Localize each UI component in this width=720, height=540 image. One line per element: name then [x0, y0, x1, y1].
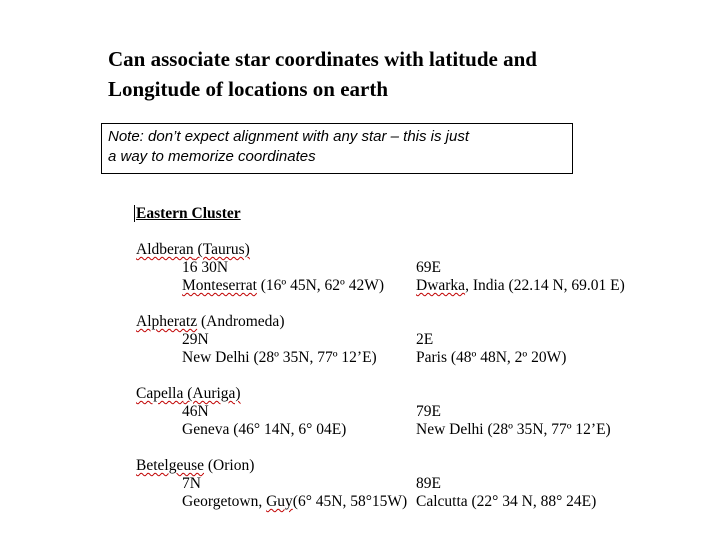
declination-place-coords: (16º 45N, 62º 42W)	[256, 277, 385, 294]
right-ascension-place: New Delhi (28º 35N, 77º 12’E)	[416, 421, 611, 438]
right-ascension-place: Paris (48º 48N, 2º 20W)	[416, 349, 567, 366]
star-name-row	[136, 313, 284, 331]
declination-place: New Delhi (28º 35N, 77º 12’E)	[182, 349, 377, 366]
note-box	[101, 123, 573, 174]
right-ascension-place	[416, 277, 625, 295]
star-constellation: (Orion)	[204, 457, 255, 474]
star-right-ascension: 2E	[416, 331, 434, 348]
star-name: Alpheratz	[136, 313, 198, 330]
declination-place	[182, 277, 384, 295]
star-declination: 46N	[182, 403, 209, 420]
star-name-row	[136, 385, 241, 403]
declination-place: Geneva (46° 14N, 6° 04E)	[182, 421, 347, 438]
declination-place-abbrev: Guy	[266, 493, 293, 510]
star-constellation: (Auriga)	[183, 385, 241, 402]
star-right-ascension: 69E	[416, 259, 441, 276]
declination-place-name: Monteserrat	[182, 277, 257, 294]
declination-place-coords: (6° 45N, 58°15W)	[292, 493, 408, 510]
star-name-row	[136, 241, 250, 259]
right-ascension-place-rest: , India (22.14 N, 69.01 E)	[465, 277, 625, 294]
right-ascension-place: Calcutta (22° 34 N, 88° 24E)	[416, 493, 597, 510]
cluster-heading: Eastern Cluster	[136, 205, 241, 222]
star-constellation: (Andromeda)	[197, 313, 285, 330]
star-declination: 7N	[182, 475, 201, 492]
star-name-row	[136, 457, 254, 475]
slide-title	[108, 44, 668, 104]
title-line-1: Can associate star coordinates with latitude and	[108, 47, 537, 71]
declination-place-prefix: Georgetown,	[182, 493, 267, 510]
star-right-ascension: 89E	[416, 475, 441, 492]
star-name: Aldberan	[136, 241, 194, 258]
note-line-1: Note: don’t expect alignment with any star – this is just	[108, 128, 470, 145]
right-ascension-place-name: Dwarka	[416, 277, 466, 294]
star-name: Betelgeuse	[136, 457, 205, 474]
star-declination: 16 30N	[182, 259, 229, 276]
text-cursor	[134, 205, 135, 222]
declination-place	[182, 493, 407, 511]
star-constellation: (Taurus)	[193, 241, 250, 258]
star-right-ascension: 79E	[416, 403, 441, 420]
title-line-2: Longitude of locations on earth	[108, 77, 389, 101]
star-declination: 29N	[182, 331, 209, 348]
note-line-2: a way to memorize coordinates	[108, 148, 316, 165]
star-name: Capella	[136, 385, 184, 402]
